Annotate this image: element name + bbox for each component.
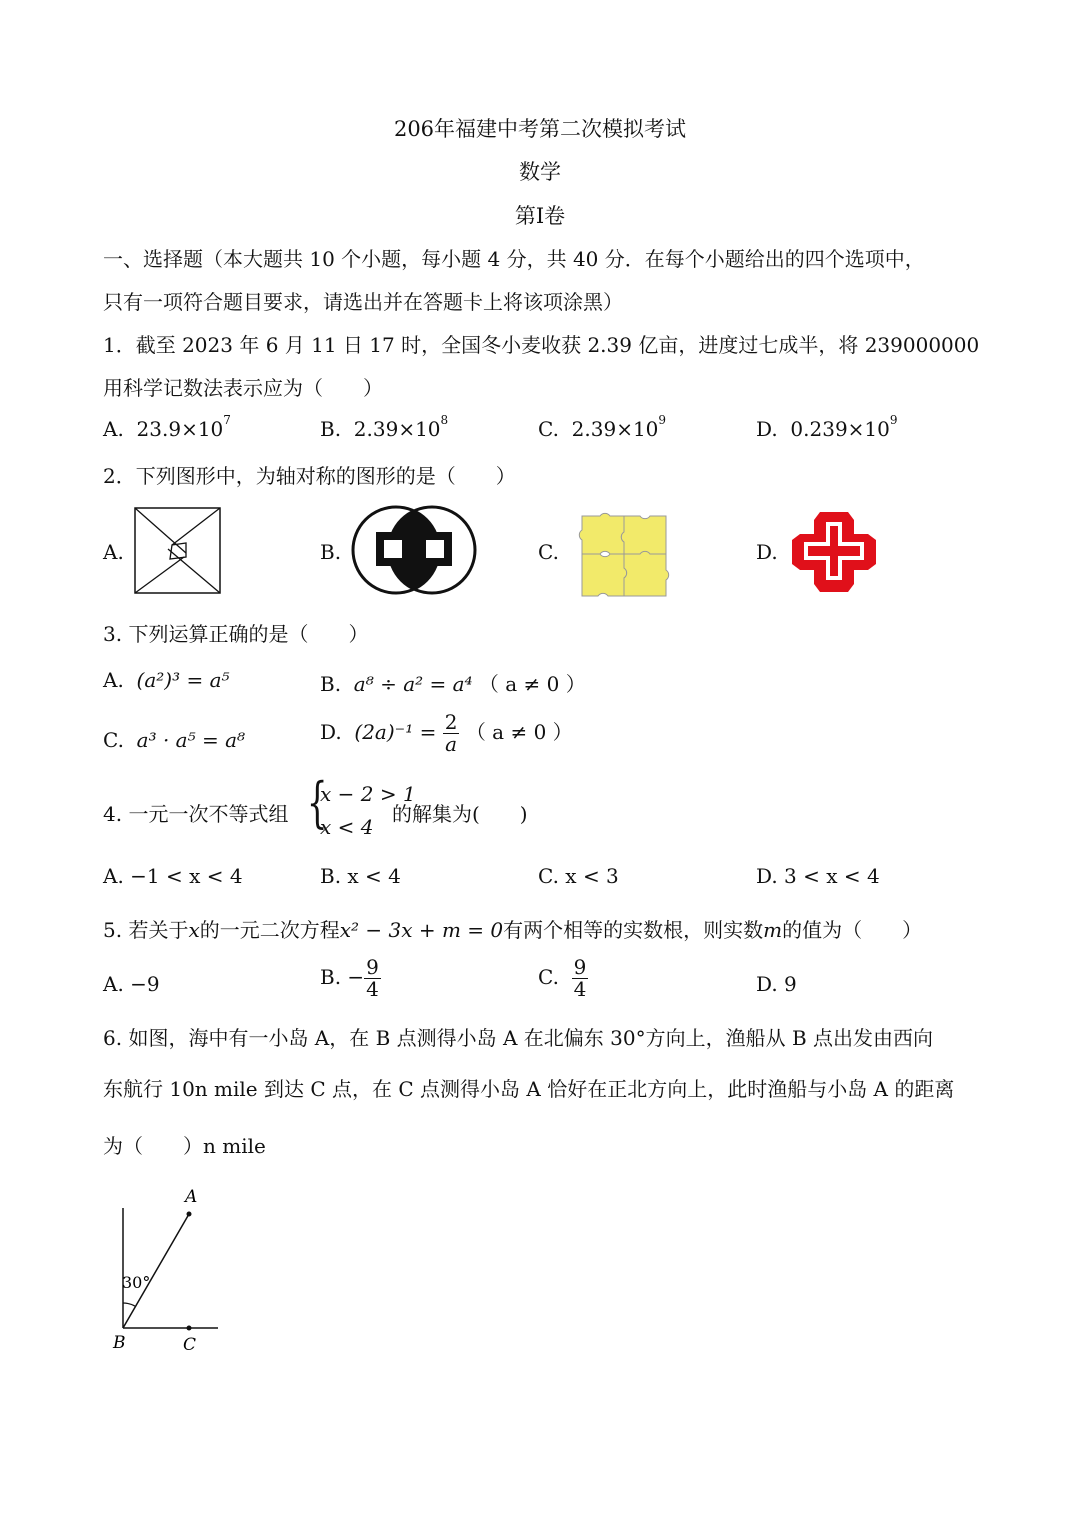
red-cross-figure — [790, 510, 878, 594]
section-instructions-line2: 只有一项符合题目要求，请选出并在答题卡上将该项涂黑） — [103, 290, 623, 314]
q6-stem-line3: 为（ ）n mile — [103, 1134, 266, 1158]
option-label: C. — [538, 965, 559, 989]
option-value: 2.39×10 — [571, 417, 659, 441]
q3-option-d[interactable] — [320, 712, 573, 755]
option-exponent: 8 — [440, 413, 449, 427]
q5-stem — [103, 914, 922, 943]
option-label: A. — [103, 668, 124, 692]
q1-option-d[interactable] — [756, 413, 898, 441]
q5-option-b[interactable] — [320, 957, 381, 1000]
angle-arc — [123, 1303, 136, 1306]
q3-option-a[interactable] — [103, 668, 230, 692]
q5-stem-part: 的一元二次方程 — [199, 918, 340, 942]
point-c — [187, 1326, 192, 1331]
option-label: B. — [320, 417, 342, 441]
q1-option-a[interactable] — [103, 413, 231, 441]
q5-stem-part: 的值为（ ） — [782, 918, 923, 942]
q1-option-c[interactable] — [538, 413, 667, 441]
label-a: A — [185, 1187, 198, 1207]
subject-title: 数学 — [519, 160, 561, 184]
option-condition: （ a ≠ 0 ） — [465, 720, 573, 744]
section-instructions-line1: 一、选择题（本大题共 10 个小题，每小题 4 分，共 40 分．在每个小题给出的四个选项中， — [103, 247, 925, 271]
option-label: B. — [320, 672, 342, 696]
option-value: 2.39×10 — [353, 417, 441, 441]
q5-option-a[interactable]: A. −9 — [103, 972, 160, 996]
option-label: D. — [756, 417, 778, 441]
option-label: B. − — [320, 965, 365, 989]
bearing-diagram — [105, 1180, 235, 1360]
q2-stem: 2．下列图形中，为轴对称的图形的是（ ） — [103, 464, 516, 488]
q5-option-c[interactable] — [538, 957, 588, 1000]
denominator: 4 — [366, 977, 379, 1001]
q5-stem-part: 5. 若关于 — [103, 918, 189, 942]
pinwheel-square-figure — [134, 507, 222, 595]
q5-stem-part: 有两个相等的实数根，则实数 — [503, 918, 764, 942]
q4-option-b[interactable]: B. x < 4 — [320, 864, 401, 888]
q4-inequality-2: x < 4 — [320, 815, 374, 839]
q2-label-d[interactable]: D. — [756, 540, 778, 564]
denominator: 4 — [573, 977, 587, 1001]
q6-stem-line1: 6. 如图，海中有一小岛 A，在 B 点测得小岛 A 在北偏东 30°方向上，渔船从 B 点出发由西向 — [103, 1026, 934, 1050]
option-exponent: 9 — [658, 413, 667, 427]
q4-stem: 4. 一元一次不等式组 — [103, 802, 289, 826]
variable-x: x — [188, 918, 200, 942]
inequality-system-brace: { — [306, 771, 328, 834]
option-label: C. — [103, 728, 124, 752]
q2-label-b[interactable]: B. — [320, 540, 342, 564]
q4-stem-tail: 的解集为( ) — [392, 802, 528, 826]
label-c: C — [183, 1335, 197, 1355]
fraction — [443, 712, 460, 755]
angle-label: 30° — [122, 1273, 151, 1292]
option-label: D. — [320, 720, 342, 744]
q3-stem: 3. 下列运算正确的是（ ） — [103, 622, 369, 646]
denominator: a — [445, 732, 458, 756]
q5-option-d[interactable]: D. 9 — [756, 972, 797, 996]
option-exponent: 9 — [889, 413, 898, 427]
option-value: 23.9×10 — [136, 417, 224, 441]
q1-stem-line2: 用科学记数法表示应为（ ） — [103, 376, 383, 400]
variable-m: m — [763, 918, 783, 942]
option-expression: a³ · a⁵ = a⁸ — [136, 728, 246, 752]
q3-option-c[interactable] — [103, 728, 245, 752]
q6-stem-line2: 东航行 10n mile 到达 C 点，在 C 点测得小岛 A 恰好在正北方向上，此时渔船与小岛 A 的距离 — [103, 1077, 955, 1101]
q2-label-c[interactable]: C. — [538, 540, 559, 564]
option-condition: （ a ≠ 0 ） — [478, 672, 586, 696]
numerator: 9 — [366, 955, 379, 979]
q1-stem-line1: 1．截至 2023 年 6 月 11 日 17 时，全国冬小麦收获 2.39 亿亩，进度过七成半，将 239000000 — [103, 333, 980, 357]
option-expression: a⁸ ÷ a² = a⁴ — [353, 672, 473, 696]
q4-inequality-1: x − 2 > 1 — [320, 782, 416, 806]
puzzle-pieces-figure — [578, 510, 674, 602]
quadratic-equation: x² − 3x + m = 0 — [339, 918, 504, 942]
q4-option-c[interactable]: C. x < 3 — [538, 864, 619, 888]
option-exponent: 7 — [223, 413, 231, 427]
point-a — [187, 1212, 192, 1217]
fraction — [572, 957, 589, 1000]
two-coins-figure — [350, 504, 478, 596]
label-b: B — [113, 1333, 126, 1353]
option-expression: (a²)³ = a⁵ — [136, 668, 230, 692]
option-expression: (2a)⁻¹ = — [354, 720, 437, 744]
numerator: 2 — [444, 710, 458, 734]
exam-title: 206年福建中考第二次模拟考试 — [393, 117, 687, 141]
q1-option-b[interactable] — [320, 413, 449, 441]
q2-label-a[interactable]: A. — [103, 540, 124, 564]
q4-option-a[interactable]: A. −1 < x < 4 — [103, 864, 243, 888]
option-label: C. — [538, 417, 559, 441]
numerator: 9 — [573, 955, 587, 979]
fraction — [364, 957, 381, 1000]
option-label: A. — [103, 417, 124, 441]
volume-title: 第Ⅰ卷 — [514, 204, 566, 228]
line-ba — [123, 1214, 189, 1328]
option-value: 0.239×10 — [790, 417, 890, 441]
q3-option-b[interactable] — [320, 668, 586, 697]
q4-option-d[interactable]: D. 3 < x < 4 — [756, 864, 880, 888]
